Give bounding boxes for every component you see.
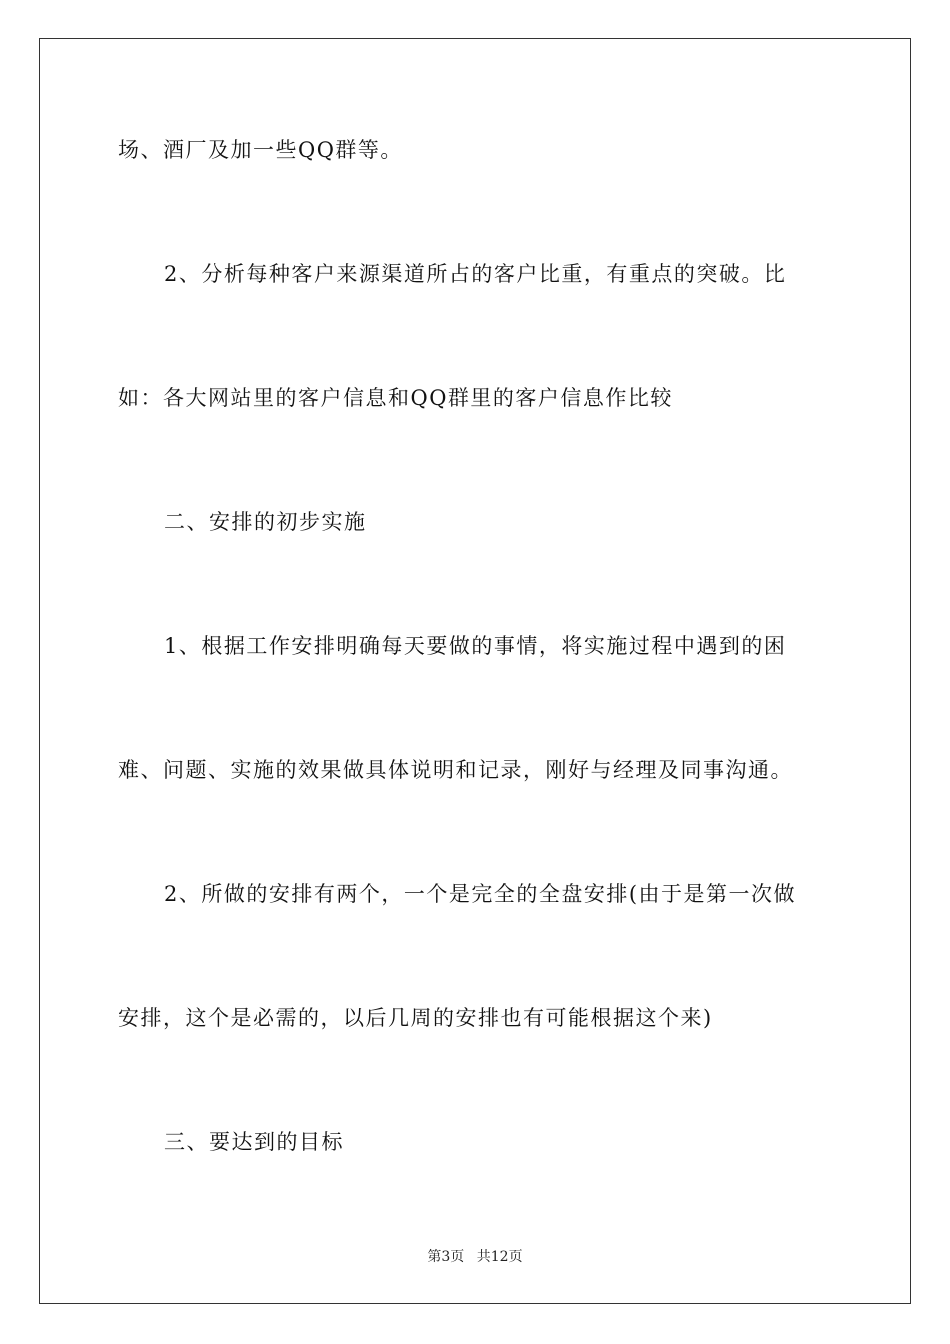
text-line-7: 2、所做的安排有两个，一个是完全的全盘安排(由于是第一次做 [164, 882, 797, 906]
section-heading-2: 二、安排的初步实施 [164, 510, 367, 534]
text-line-5: 1、根据工作安排明确每天要做的事情，将实施过程中遇到的困 [164, 634, 787, 658]
text-line-2: 2、分析每种客户来源渠道所占的客户比重，有重点的突破。比 [164, 262, 787, 286]
text-line-8: 安排，这个是必需的，以后几周的安排也有可能根据这个来) [118, 1006, 713, 1030]
text-line-6: 难、问题、实施的效果做具体说明和记录，刚好与经理及同事沟通。 [118, 758, 793, 782]
section-heading-3: 三、要达到的目标 [164, 1130, 344, 1154]
page-border [39, 38, 911, 1304]
text-line-1: 场、酒厂及加一些QQ群等。 [118, 138, 403, 162]
page-footer [0, 1246, 950, 1266]
text-line-3: 如：各大网站里的客户信息和QQ群里的客户信息作比较 [118, 386, 673, 410]
page-number: 第3页 [427, 1249, 465, 1265]
page-total: 共12页 [476, 1249, 523, 1265]
